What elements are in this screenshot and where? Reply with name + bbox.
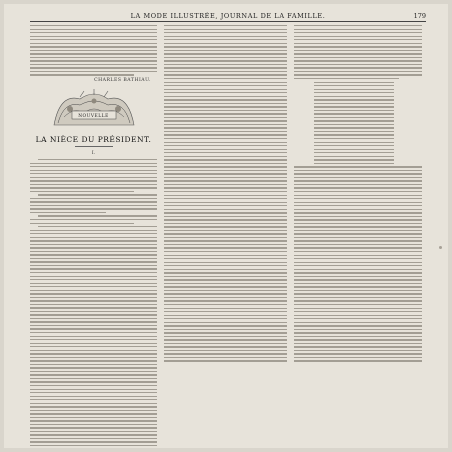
story-text	[30, 159, 157, 446]
column-3	[294, 25, 422, 438]
poem-verse	[294, 82, 422, 165]
column-3-text-top	[294, 25, 422, 79]
section-numeral: I.	[91, 150, 96, 156]
margin-mark	[439, 246, 442, 249]
column-1	[30, 25, 157, 438]
column-3-text-bottom	[294, 166, 422, 362]
title-separator	[75, 146, 113, 147]
page-header	[30, 12, 426, 22]
page-number: 179	[413, 12, 426, 20]
article-end-text	[30, 25, 157, 76]
story-title: LA NIÈCE DU PRÉSIDENT.	[35, 134, 152, 144]
ornament-illustration	[50, 87, 138, 131]
nouvelle-vignette	[50, 87, 138, 131]
newspaper-page	[4, 4, 448, 448]
journal-title: LA MODE ILLUSTRÉE, JOURNAL DE LA FAMILLE.	[130, 12, 326, 20]
author-signature: CHARLES BATHIAU.	[94, 77, 151, 83]
vignette-label: NOUVELLE	[78, 113, 109, 119]
column-2-text	[164, 25, 287, 362]
column-2	[164, 25, 287, 438]
